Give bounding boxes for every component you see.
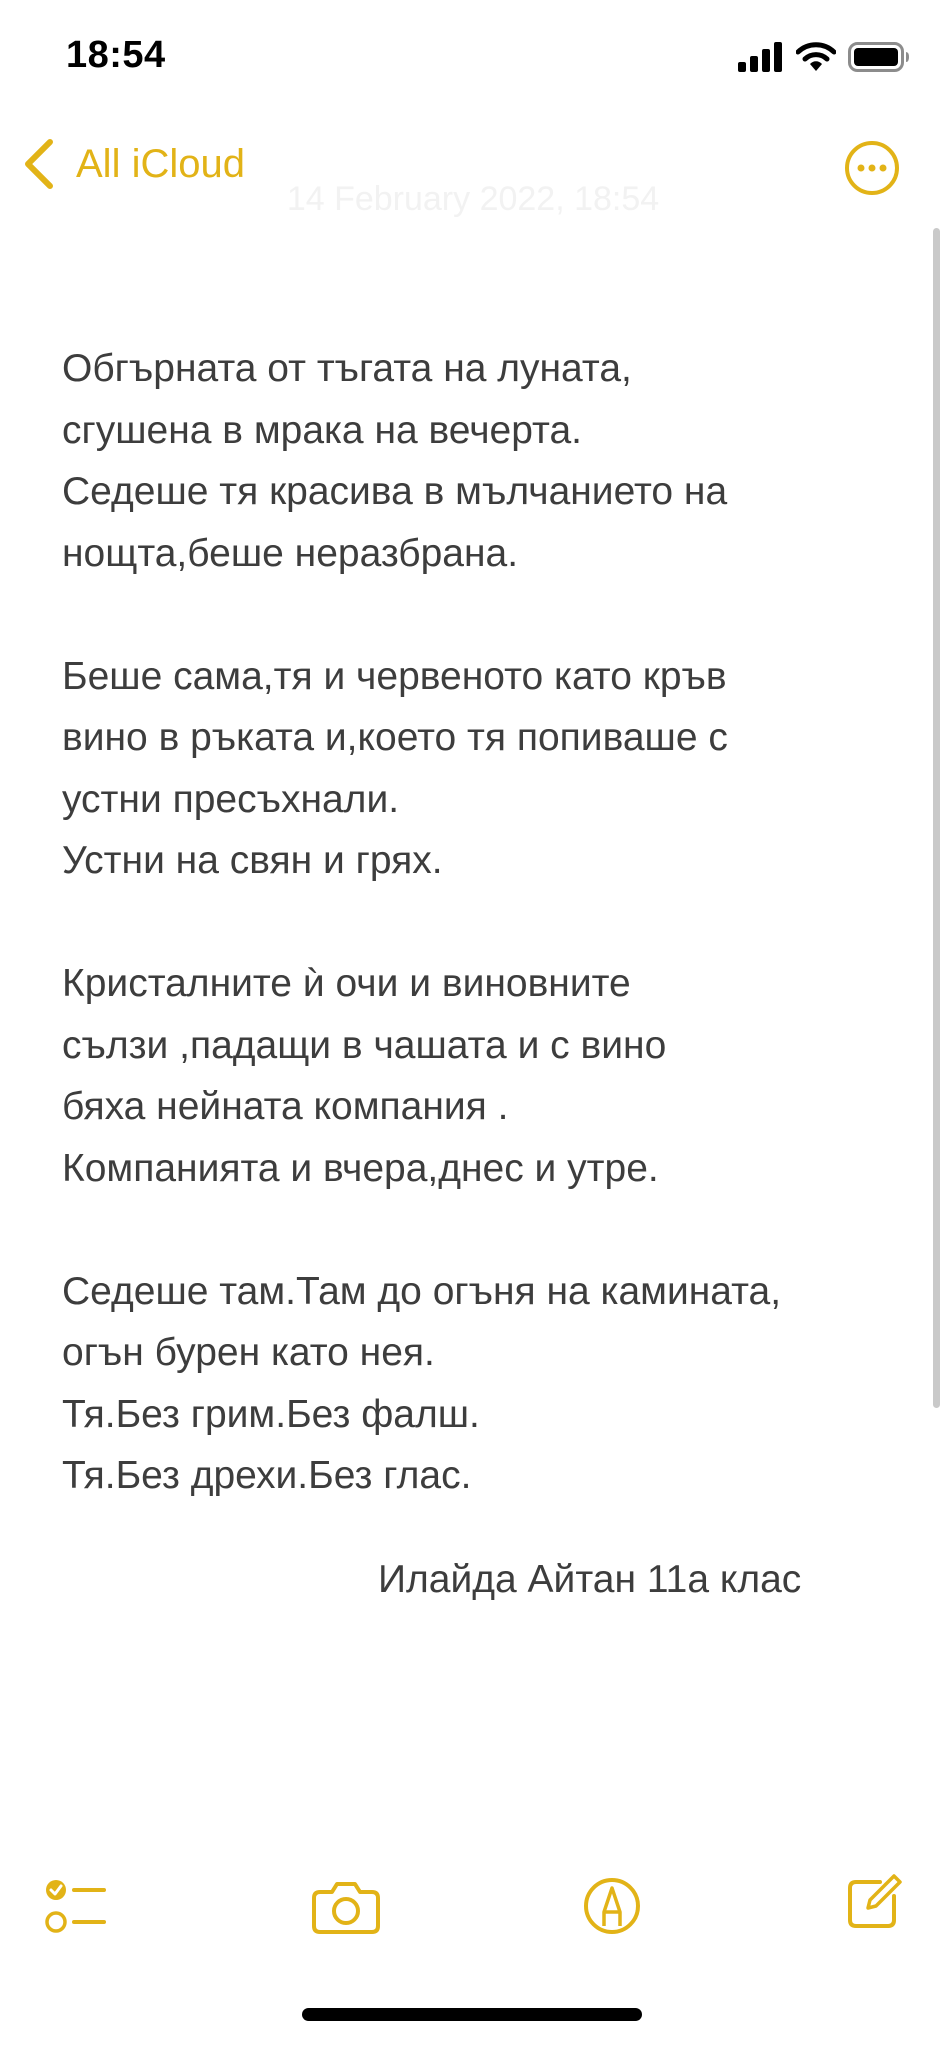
cellular-signal-icon (738, 42, 784, 72)
note-line: нощта,беше неразбрана. (62, 531, 519, 575)
note-body[interactable] (62, 338, 902, 1507)
note-line: Седеше там.Там до огъня на камината, (62, 1269, 782, 1313)
note-line: Компанията и вчера,днес и утре. (62, 1146, 659, 1190)
status-icons (738, 42, 910, 72)
note-line (62, 584, 902, 646)
note-line: Устни на свян и грях. (62, 839, 443, 882)
compose-icon[interactable] (846, 1872, 904, 1930)
note-line: устни пресъхнали. (62, 777, 400, 821)
note-line: Беше сама,тя и червеното като кръв (62, 654, 727, 698)
note-line: сгушена в мрака на вечерта. (62, 408, 582, 452)
note-date: 14 February 2022, 18:54 (286, 180, 660, 218)
markup-pen-icon[interactable] (582, 1876, 642, 1936)
note-line: сълзи ,падащи в чашата и с вино (62, 1023, 667, 1067)
note-line: вино в ръката и,което тя попиваше с (62, 716, 728, 759)
ellipsis-circle-icon[interactable] (844, 140, 900, 196)
back-label: All iCloud (76, 141, 245, 186)
wifi-icon (796, 42, 836, 72)
note-line: Тя.Без дрехи.Без глас. (62, 1454, 472, 1497)
note-line: Кристалните ѝ очи и виновните (62, 962, 631, 1005)
note-line (62, 892, 902, 954)
checklist-icon[interactable] (42, 1876, 108, 1938)
scrollbar[interactable] (933, 228, 940, 1408)
camera-icon[interactable] (312, 1880, 380, 1934)
note-line: огън бурен като нея. (62, 1331, 435, 1374)
battery-icon (848, 42, 910, 72)
note-signature: Илайда Айтан 11а клас (378, 1558, 802, 1601)
note-line (62, 1199, 902, 1261)
status-time: 18:54 (66, 34, 166, 76)
note-line: Тя.Без грим.Без фалш. (62, 1392, 480, 1436)
note-line: Обгърната от тъгата на луната, (62, 347, 632, 390)
status-bar (0, 0, 946, 120)
note-line: Седеше тя красива в мълчанието на (62, 470, 728, 513)
note-line: бяха нейната компания . (62, 1085, 509, 1128)
home-indicator[interactable] (302, 2008, 642, 2021)
